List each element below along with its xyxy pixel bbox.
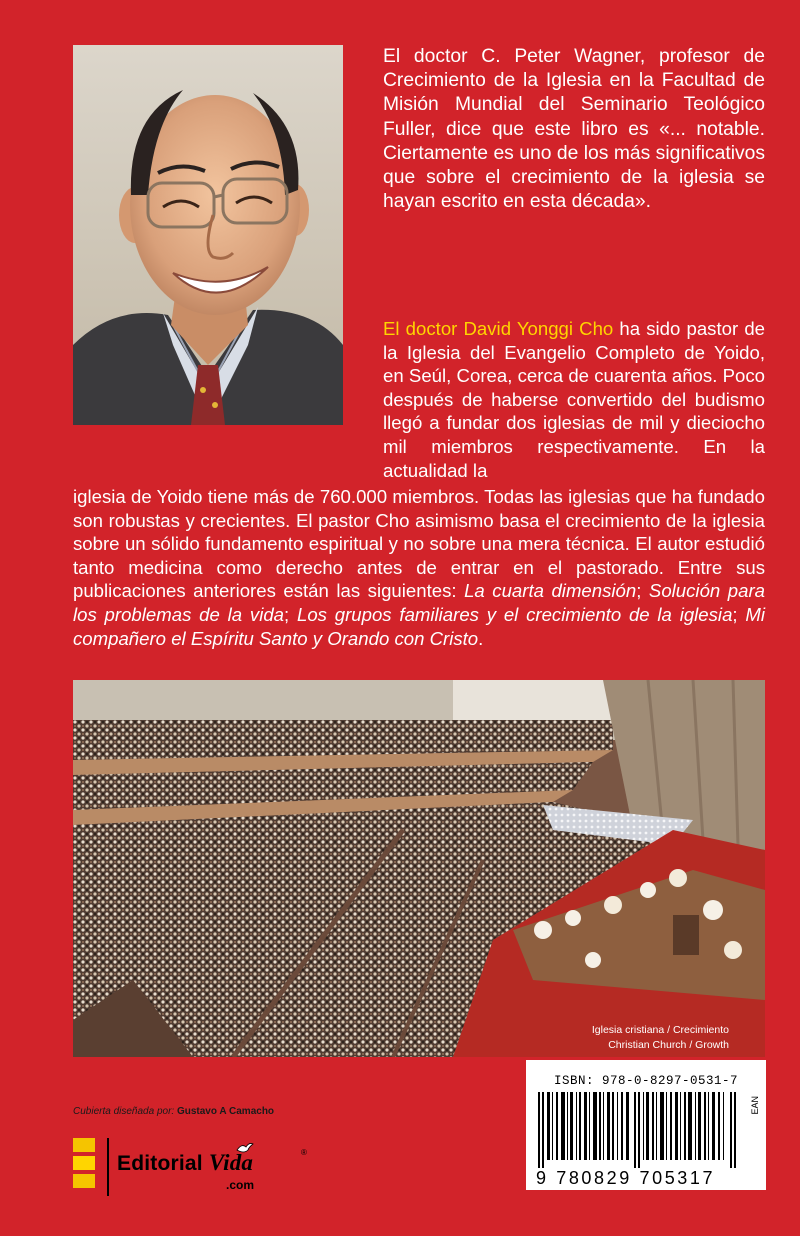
author-name: El doctor David Yonggi Cho: [383, 318, 614, 339]
publisher-name-2: Vida: [208, 1150, 254, 1175]
bio-separator: ;: [636, 580, 649, 602]
author-bio-body: [73, 485, 765, 650]
portrait-illustration: [73, 45, 343, 425]
book-title: La cuarta dimensión: [464, 580, 637, 602]
barcode-number: 9 780829 705317: [536, 1168, 716, 1188]
publisher-mark-icon: [73, 1138, 99, 1198]
publisher-name: [117, 1150, 253, 1176]
publisher-divider: [107, 1138, 109, 1196]
bio-separator: ;: [732, 603, 746, 625]
bio-body-text: iglesia de Yoido tiene más de 760.000 miembros. Todas las iglesias que ha fundado son robustas y crecientes. El pastor Cho asimismo basa el crecimiento de la iglesia sobre un sólido fundamento espiritual y no sobre una mera técnica. El autor estudió tanto medicina como derecho antes de entrar en el pastorado. Entre sus publicaciones anteriores están las siguientes:: [73, 486, 765, 602]
book-title: Los grupos familiares y el crecimiento de la iglesia: [296, 603, 733, 625]
quote-text: El doctor C. Peter Wagner, profesor de Crecimiento de la Iglesia en la Facultad de Misión Mundial del Seminario Teológico Fuller, dice que este libro es «... notable. Ciertamente es uno de los más significativos que sobre el crecimiento de la iglesia se hayan escrito en esta década».: [383, 46, 765, 213]
credit-label: Cubierta diseñada por:: [73, 1106, 175, 1117]
isbn-text: ISBN: 978-0-8297-0531-7: [553, 1074, 739, 1088]
book-title: Mi compañero el Espíritu Santo: [73, 603, 765, 649]
church-photo: [73, 680, 765, 1057]
category-en: Christian Church / Growth: [608, 1039, 729, 1051]
bio-intro-text: ha sido pastor de la Iglesia del Evangelio Completo de Yoido, en Seúl, Corea, cerca de cuarenta años. Poco después de haberse convertido del budismo llegó a fundar dos iglesias de mil y dieciocho mil miembros respectivamente. En la actualidad la: [383, 318, 765, 481]
credit-designer: Gustavo A Camacho: [176, 1106, 275, 1117]
barcode-bars: [538, 1092, 743, 1168]
publisher-domain: .com: [226, 1178, 255, 1192]
author-portrait: [73, 45, 343, 425]
cover-credit: [73, 1106, 274, 1117]
bio-separator: ;: [284, 603, 297, 625]
registered-mark: ®: [301, 1148, 307, 1157]
barcode-block: [526, 1060, 766, 1190]
bio-conjunction: y: [307, 627, 328, 649]
book-title: Orando con Cristo: [327, 627, 479, 649]
publisher-logo: [73, 1138, 313, 1198]
ean-label: EAN: [750, 1096, 760, 1115]
wagner-quote: [383, 45, 765, 214]
publisher-name-1: Editorial: [117, 1152, 209, 1175]
church-illustration: [73, 680, 765, 1057]
book-title: Solución para los problemas de la vida: [73, 580, 765, 625]
author-bio-intro: [383, 317, 765, 482]
bio-end: .: [478, 627, 484, 649]
category-es: Iglesia cristiana / Crecimiento: [591, 1024, 729, 1036]
